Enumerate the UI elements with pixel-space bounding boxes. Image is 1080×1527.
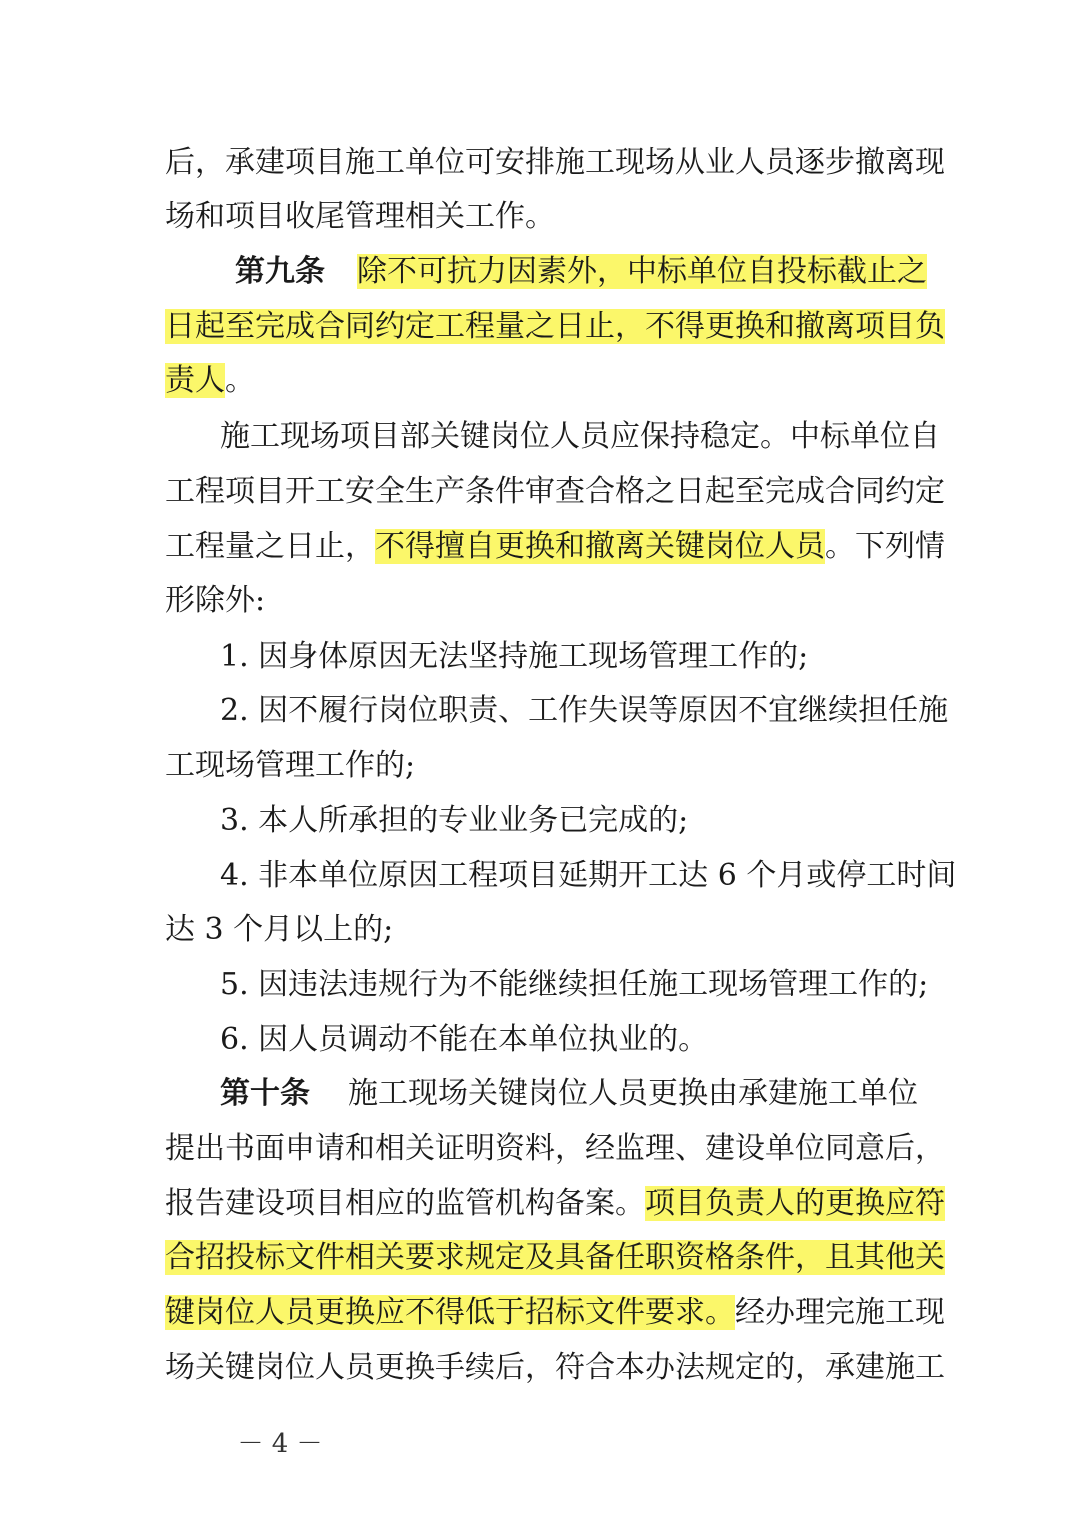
text-fragment: 。 xyxy=(225,363,255,398)
text-line xyxy=(165,1179,945,1229)
page-number: － 4 － xyxy=(237,1429,323,1459)
page-footer xyxy=(0,1424,1080,1464)
list-item: 6. 因人员调动不能在本单位执业的。 xyxy=(220,1022,709,1057)
highlighted-text: 项目负责人的更换应符 xyxy=(645,1186,945,1221)
text-line: 形除外: xyxy=(165,583,266,618)
text-line xyxy=(165,356,900,406)
text-line: 后，承建项目施工单位可安排施工现场从业人员逐步撤离现 xyxy=(165,145,945,180)
text-line: 场和项目收尾管理相关工作。 xyxy=(165,199,555,234)
list-item: 5. 因违法违规行为不能继续担任施工现场管理工作的; xyxy=(220,967,929,1002)
list-item: 4. 非本单位原因工程项目延期开工达 6 个月或停工时间 xyxy=(220,858,957,893)
highlighted-text: 合招投标文件相关要求规定及具备任职资格条件，且其他关 xyxy=(165,1240,945,1275)
highlighted-text: 不得擅自更换和撤离关键岗位人员 xyxy=(375,529,825,564)
text-fragment: 施工现场关键岗位人员更换由承建施工单位 xyxy=(348,1076,918,1111)
text-line xyxy=(165,302,945,352)
text-line: 达 3 个月以上的; xyxy=(165,912,394,947)
list-item: 1. 因身体原因无法坚持施工现场管理工作的; xyxy=(220,639,809,674)
article-10-line xyxy=(220,1069,918,1119)
text-line: 工程项目开工安全生产条件审查合格之日起至完成合同约定 xyxy=(165,474,945,509)
article-9-line xyxy=(235,247,927,297)
text-line xyxy=(165,1288,945,1338)
text-line: 场关键岗位人员更换手续后，符合本办法规定的，承建施工 xyxy=(165,1350,945,1385)
list-item: 2. 因不履行岗位职责、工作失误等原因不宜继续担任施 xyxy=(220,693,949,728)
highlighted-text: 除不可抗力因素外，中标单位自投标截止之 xyxy=(357,254,927,289)
article-9-title: 第九条 xyxy=(235,254,325,289)
list-item: 3. 本人所承担的专业业务已完成的; xyxy=(220,803,689,838)
text-fragment: 工程量之日止， xyxy=(165,529,375,564)
text-fragment: 。下列情 xyxy=(825,529,945,564)
highlighted-text: 键岗位人员更换应不得低于招标文件要求。 xyxy=(165,1295,735,1330)
highlighted-text: 日起至完成合同约定工程量之日止，不得更换和撤离项目负 xyxy=(165,309,945,344)
text-fragment: 报告建设项目相应的监管机构备案。 xyxy=(165,1186,645,1221)
highlighted-text: 责人 xyxy=(165,363,225,398)
article-10-title: 第十条 xyxy=(220,1076,310,1111)
text-line: 施工现场项目部关键岗位人员应保持稳定。中标单位自 xyxy=(220,419,940,454)
text-line xyxy=(165,522,945,572)
text-fragment: 经办理完施工现 xyxy=(735,1295,945,1330)
text-line xyxy=(165,1233,945,1283)
text-line: 工现场管理工作的; xyxy=(165,748,416,783)
text-line: 提出书面申请和相关证明资料，经监理、建设单位同意后， xyxy=(165,1131,945,1166)
